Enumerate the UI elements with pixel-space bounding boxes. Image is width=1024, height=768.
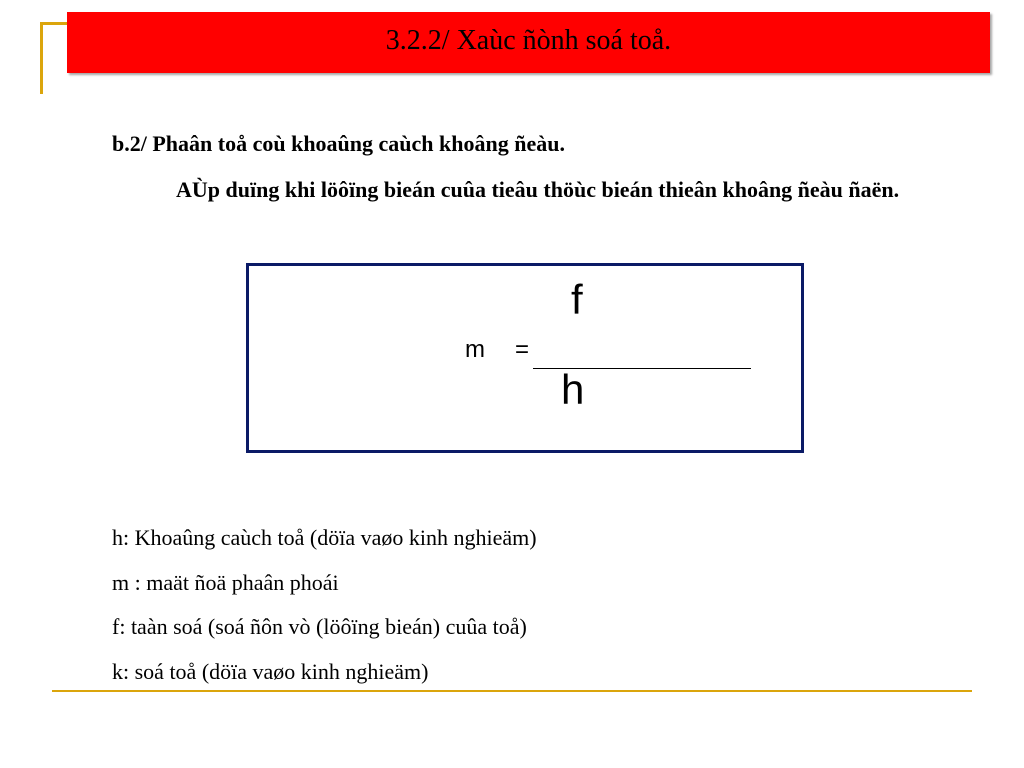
- formula-equals: =: [515, 336, 530, 363]
- decorative-corner-bracket: [40, 22, 68, 94]
- definition-item: m : maät ñoä phaân phoái: [112, 569, 339, 595]
- section-heading: b.2/ Phaân toå coù khoaûng caùch khoâng ñeàu.: [112, 131, 565, 156]
- title-banner: [67, 12, 990, 73]
- formula-lhs: m: [465, 336, 485, 363]
- definition-item: k: soá toå (döïa vaøo kinh nghieäm): [112, 658, 429, 684]
- formula-numerator: f: [571, 276, 583, 323]
- formula-box: [246, 263, 804, 453]
- definitions-list: [112, 516, 537, 694]
- formula-denominator: h: [561, 366, 585, 413]
- slide-title: 3.2.2/ Xaùc ñònh soá toå.: [385, 25, 672, 56]
- footer-divider: [52, 690, 972, 692]
- description-paragraph: AÙp duïng khi löôïng bieán cuûa tieâu thöùc bieán thieân khoâng ñeàu ñaën.: [176, 177, 900, 202]
- definition-item: h: Khoaûng caùch toå (döïa vaøo kinh nghieäm): [112, 525, 537, 550]
- definition-item: f: taàn soá (soá ñôn vò (löôïng bieán) cuûa toå): [112, 614, 527, 639]
